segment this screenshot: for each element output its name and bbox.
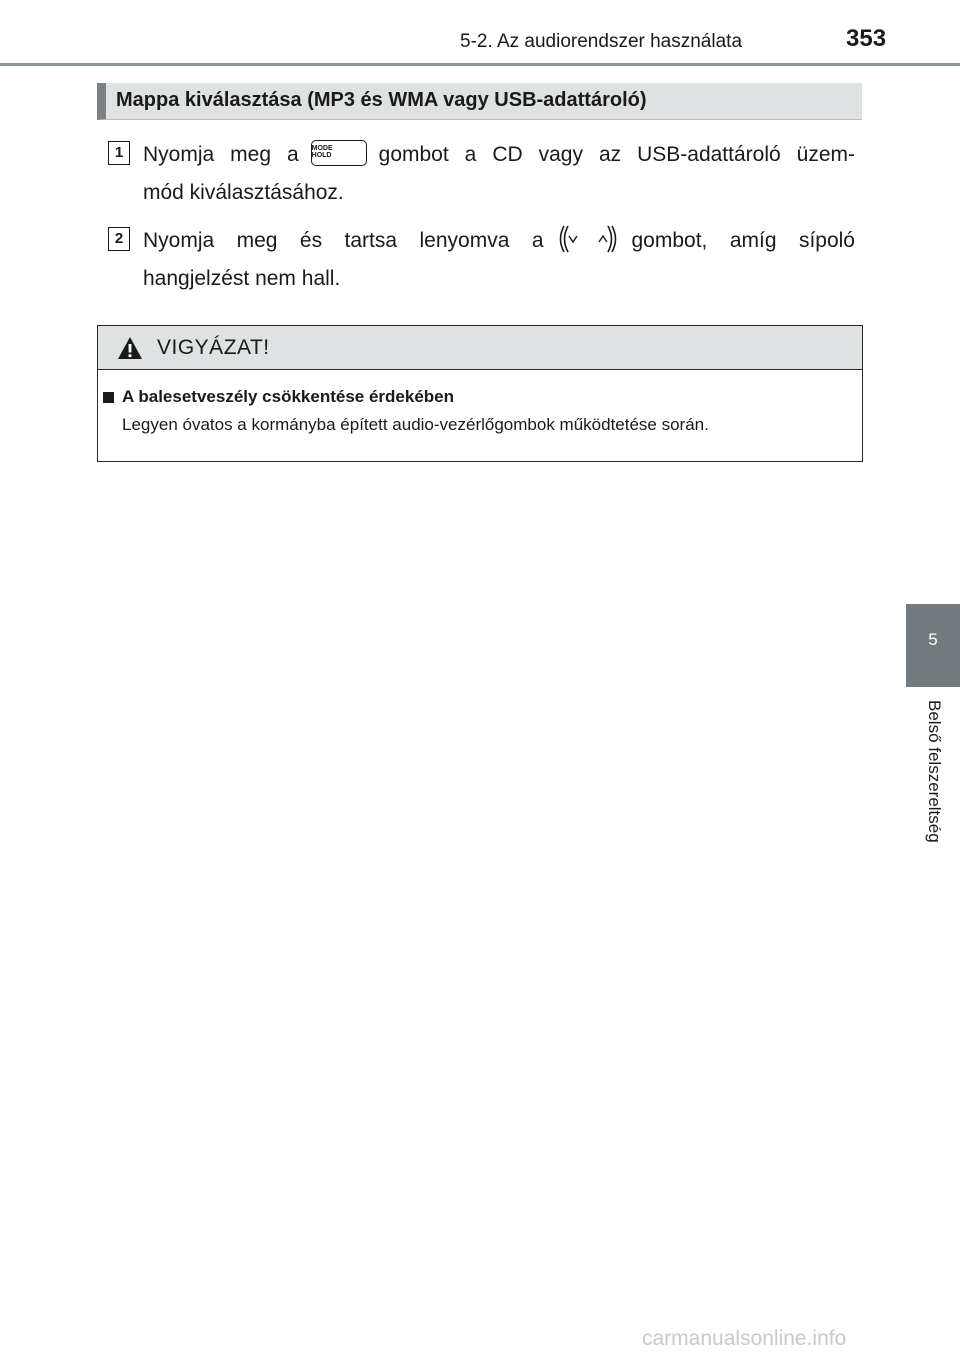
page-number: 353 — [846, 25, 887, 52]
step-2-text — [143, 222, 855, 298]
step-2-text-after: gombot, amíg sípoló — [631, 229, 855, 252]
header-rule — [0, 63, 960, 66]
step-2-text-before: Nyomja meg és tartsa lenyomva a — [143, 229, 544, 252]
step-1-line-1 — [143, 136, 855, 174]
chapter-number: 5 — [928, 630, 938, 649]
mode-label: MODE — [311, 145, 333, 153]
step-1-text-after: gombot a CD vagy az USB-adattároló üzem- — [378, 143, 855, 166]
caution-subtitle: A balesetveszély csökkentése érdekében — [122, 387, 455, 406]
caution-text: Legyen óvatos a kormányba épített audio-vezérlőgombok működtetése során. — [122, 415, 709, 434]
caution-header — [98, 326, 862, 370]
step-1-text — [143, 136, 855, 212]
step-2-line-1 — [143, 222, 855, 260]
step-2-badge: 2 — [108, 227, 130, 251]
section-heading-text: Mappa kiválasztása (MP3 és WMA vagy USB-adattároló) — [116, 89, 647, 111]
chapter-side-tab — [906, 604, 960, 687]
step-2-line-2: hangjelzést nem hall. — [143, 267, 341, 290]
step-1-text-before: Nyomja meg a — [143, 143, 299, 166]
caution-title: VIGYÁZAT! — [157, 336, 270, 359]
chapter-label: Belső felszereltség — [925, 700, 944, 843]
mode-hold-button-icon — [311, 140, 367, 166]
caution-box — [97, 325, 863, 462]
seek-button-icon — [556, 224, 620, 254]
step-1-badge: 1 — [108, 141, 130, 165]
hold-label: HOLD — [311, 152, 332, 160]
step-1-line-2: mód kiválasztásához. — [143, 181, 344, 204]
square-bullet-icon — [103, 392, 114, 403]
header-section-title: 5-2. Az audiorendszer használata — [460, 31, 743, 52]
warning-triangle-icon — [117, 336, 143, 360]
section-heading — [97, 83, 862, 120]
watermark: carmanualsonline.info — [642, 1327, 847, 1350]
mode-hold-button-label — [312, 145, 366, 159]
